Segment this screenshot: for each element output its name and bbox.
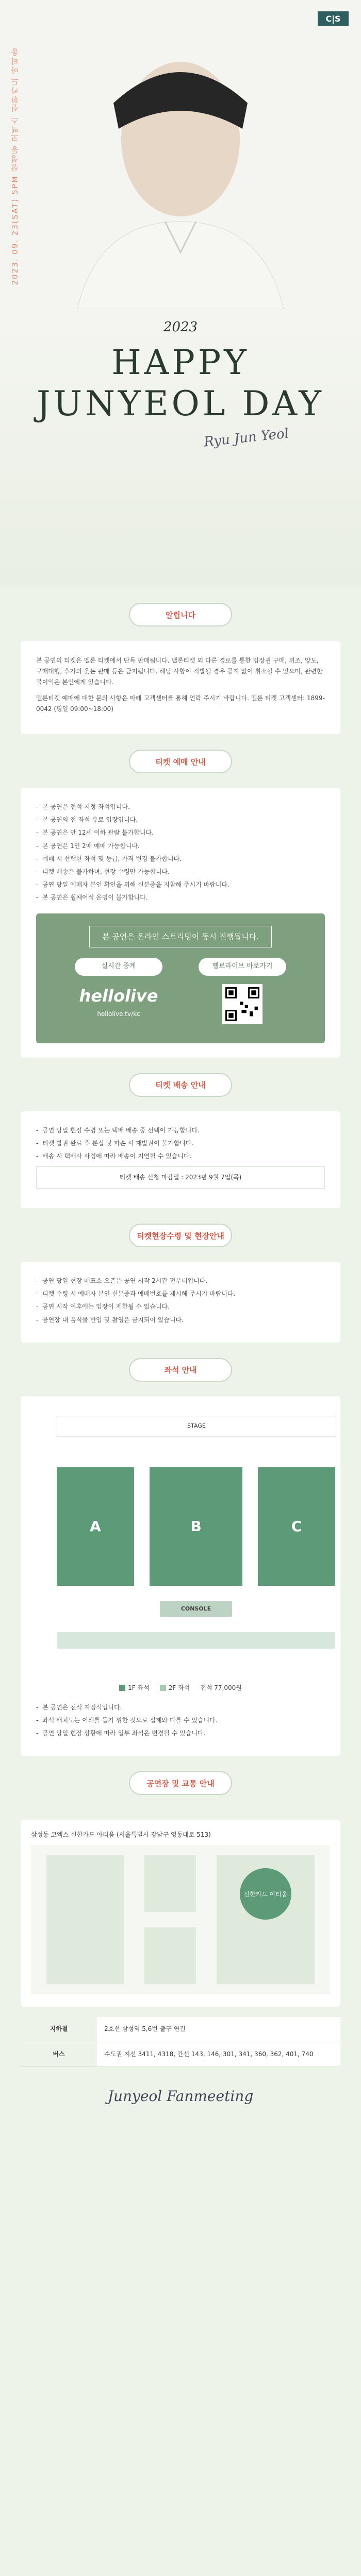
venue-section (0, 1756, 361, 2066)
notice-section (0, 587, 361, 734)
seat-zone-b[interactable]: B (150, 1467, 242, 1586)
venue-address: 삼성동 코엑스 신한카드 아티움 (서울특별시 강남구 영동대로 513) (31, 1831, 211, 1839)
seat-box (21, 1396, 340, 1756)
ticket-box (21, 788, 340, 1058)
delivery-item: - 배송 시 택배사 사정에 따라 배송이 지연될 수 있습니다. (36, 1151, 325, 1161)
delivery-deadline: 티켓 배송 신청 마감일 : 2023년 9월 7일(목) (36, 1166, 325, 1189)
ticket-item: - 티켓 배송은 불가하며, 현장 수령만 가능합니다. (36, 867, 325, 877)
company-logo: C|S (318, 11, 349, 26)
hellolive-url[interactable]: hellolive.tv/kc (97, 1010, 140, 1018)
delivery-pill: 티켓 배송 안내 (129, 1073, 232, 1097)
ticket-item: - 본 공연은 만 12세 이하 관람 불가합니다. (36, 828, 325, 838)
delivery-item: - 티켓 발권 완료 후 분실 및 파손 시 재발권이 불가합니다. (36, 1139, 325, 1148)
notice-pill: 알립니다 (129, 603, 232, 626)
portrait-image (57, 21, 304, 309)
seat-item: - 공연 당일 현장 상황에 따라 일부 좌석은 변경될 수 있습니다. (36, 1728, 325, 1738)
onsite-box (21, 1262, 340, 1343)
ticket-item: - 공연 당일 예매자 본인 확인을 위해 신분증을 지참해 주시기 바랍니다. (36, 880, 325, 890)
onsite-item: - 공연 시작 이후에는 입장이 제한될 수 있습니다. (36, 1302, 325, 1312)
notice-box (21, 641, 340, 734)
ticket-section (0, 734, 361, 1058)
stream-head: 본 공연은 온라인 스트리밍이 동시 진행됩니다. (89, 926, 272, 947)
hero-title-line2: JUNYEOL DAY (37, 384, 324, 423)
stage-label: STAGE (57, 1416, 336, 1436)
onsite-pill: 티켓현장수령 및 현장안내 (129, 1224, 232, 1247)
venue-info: 지하철 2호선 삼성역 5,6번 출구 연결 버스 수도권 지선 3411, 4318, 간선 143, 146, 301, 341, 360, 362, 401, 740 (21, 2017, 340, 2066)
seat-pill: 좌석 안내 (129, 1358, 232, 1382)
seat-legend (36, 1683, 325, 1693)
legend-2f: 2F 좌석 (160, 1683, 190, 1693)
seat-item: - 좌석 배치도는 이해를 돕기 위한 것으로 실제와 다를 수 있습니다. (36, 1716, 325, 1725)
floor-2f-strip (57, 1632, 335, 1649)
hero-side-text: 2023. 09. 23(SAT) 5PM 삼성동 코엑스 신한카드 아티움 (10, 47, 20, 285)
hero-year: 2023 (163, 319, 198, 335)
ticket-item: - 예매 시 선택한 좌석 및 등급, 가격 변경 불가합니다. (36, 854, 325, 864)
ticket-item: - 본 공연은 1인 2매 예매 가능합니다. (36, 841, 325, 851)
hero-title-line1: HAPPY (111, 343, 250, 382)
venue-pill: 공연장 및 교통 안내 (129, 1771, 232, 1795)
venue-map-box (21, 1820, 340, 2007)
seat-zone-a[interactable]: A (57, 1467, 134, 1586)
stream-banner (36, 913, 325, 1043)
onsite-item: - 공연 당일 현장 매표소 오픈은 공연 시작 2시간 전부터입니다. (36, 1276, 325, 1286)
onsite-item: - 공연장 내 음식물 반입 및 촬영은 금지되어 있습니다. (36, 1315, 325, 1325)
seat-map (36, 1411, 356, 1679)
notice-paragraph-1: 본 공연의 티켓은 멜론 티켓에서 단독 판매됩니다. 멜론티켓 외 다른 경로를 통한 입장권 구매, 위조, 양도, 구매대행, 후가의 웃돈 판매 등은 금지됩니다. 해당 사항이 적발될 경우 공지 없이 취소될 수 있으며, 관련한 불이익은 본인에게 있습니다. (36, 657, 323, 686)
ticket-pill: 티켓 예매 안내 (129, 750, 232, 773)
delivery-item: - 공연 당일 현장 수령 또는 택배 배송 중 선택이 가능합니다. (36, 1126, 325, 1136)
console-label: CONSOLE (160, 1601, 232, 1617)
hellolive-link-chip[interactable]: 헬로라이브 바로가기 (199, 958, 286, 976)
delivery-box (21, 1111, 340, 1209)
stream-live-chip: 실시간 중계 (75, 958, 162, 976)
map-venue-label: 신한카드 아티움 (243, 1891, 288, 1899)
ticket-item: - 본 공연의 전 좌석 유료 입장입니다. (36, 815, 325, 825)
delivery-section (0, 1058, 361, 1209)
ticket-item: - 본 공연은 휠체어석 운영이 불가합니다. (36, 893, 325, 903)
qr-code-icon[interactable] (222, 984, 262, 1024)
seat-item: - 본 공연은 전석 지정석입니다. (36, 1703, 325, 1713)
onsite-item: - 티켓 수령 시 예매자 본인 신분증과 예매번호를 제시해 주시기 바랍니다. (36, 1289, 325, 1299)
venue-map (31, 1845, 330, 1994)
ticket-item: - 본 공연은 전석 지정 좌석입니다. (36, 802, 325, 812)
footer-signature: Junyeol Fanmeeting (107, 2087, 254, 2105)
seat-section (0, 1343, 361, 1756)
hellolive-logo: hellolive (79, 986, 158, 1006)
legend-1f: 1F 좌석 (119, 1683, 150, 1693)
notice-paragraph-2: 멜론티켓 예매에 대한 문의 사항은 아래 고객센터를 통해 연락 주시기 바랍니다. 멜론 티켓 고객센터: 1899-0042 (평일 09:00~18:00) (36, 694, 325, 713)
onsite-section (0, 1208, 361, 1343)
seat-zone-c[interactable]: C (258, 1467, 335, 1586)
hero (0, 0, 361, 587)
legend-price: 전석 77,000원 (200, 1684, 242, 1691)
hero-signature: Ryu Jun Yeol (203, 426, 290, 450)
